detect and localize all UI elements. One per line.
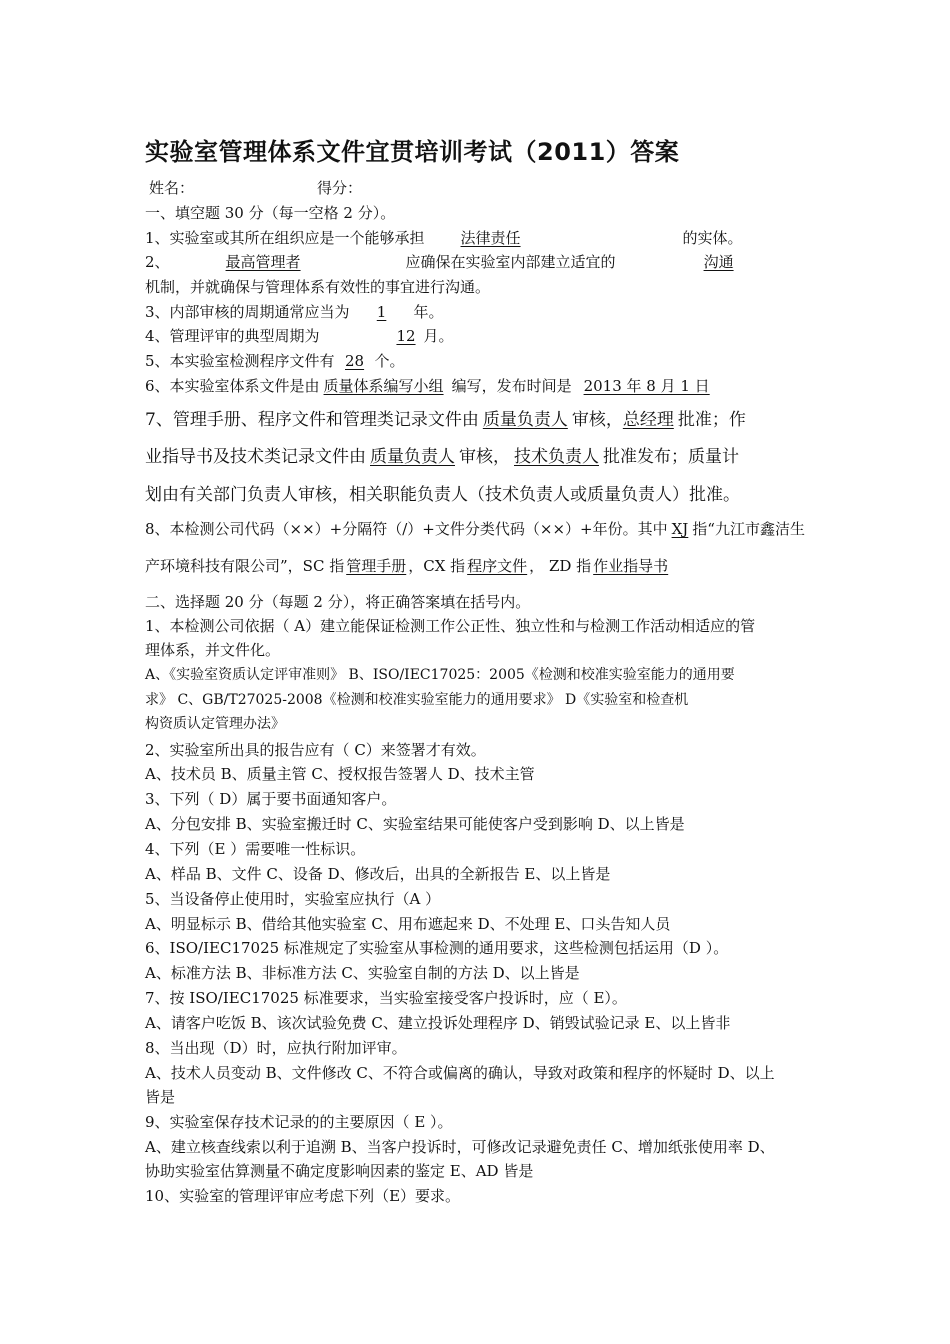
choice-line: 构资质认定管理办法》 (145, 716, 285, 732)
fill-q8-line-2: 产环境科技有限公司”，SC 指 管理手册 ，CX 指 程序文件 ， ZD 指 作业指导书 (145, 557, 669, 575)
fill-q7-line-3: 划由有关部门负责人审核，相关职能负责人（技术负责人或质量负责人）批准。 (145, 485, 740, 505)
choice-line: A、技术员 B、质量主管 C、授权报告签署人 D、技术主管 (145, 765, 535, 783)
choice-line: 8、当出现（D）时，应执行附加评审。 (145, 1039, 407, 1057)
fill-q2-answer-1: 最高管理者 (225, 253, 301, 271)
fill-q7-line-1: 7、管理手册、程序文件和管理类记录文件由 质量负责人 审核，总经理 批准；作 (145, 410, 746, 430)
fill-q7-answer-2: 总经理 (622, 410, 674, 430)
choice-line: A、样品 B、文件 C、设备 D、修改后，出具的全新报告 E、以上皆是 (145, 865, 611, 883)
choice-line: 10、实验室的管理评审应考虑下列（E）要求。 (145, 1187, 461, 1205)
choice-line: 7、按 ISO/IEC17025 标准要求，当实验室接受客户投诉时，应（ E）。 (145, 989, 627, 1007)
fill-q1: 1、实验室或其所在组织应是一个能够承担 法律责任 的实体。 (145, 229, 743, 247)
choice-line: 1、本检测公司依据（ A）建立能保证检测工作公正性、独立性和与检测工作活动相适应的管 (145, 617, 756, 635)
choice-line: 求》 C、GB/T27025-2008《检测和校准实验室能力的通用要求》 D《实验室和检查机 (145, 692, 689, 708)
choice-line: A、建立核查线索以利于追溯 B、当客户投诉时，可修改记录避免责任 C、增加纸张使用率 D、 (145, 1138, 775, 1156)
fill-q4: 4、管理评审的典型周期为 12 月。 (145, 327, 454, 345)
choice-line: A、技术人员变动 B、文件修改 C、不符合或偏离的确认，导致对政策和程序的怀疑时 D、以上 (145, 1064, 775, 1082)
fill-q5: 5、本实验室检测程序文件有 28 个。 (145, 352, 405, 370)
fill-q8-line-1: 8、本检测公司代码（××）+分隔符（/）+文件分类代码（××）+年份。其中 XJ 指“九江市鑫洁生 (145, 520, 805, 538)
choice-line: 3、下列（ D）属于要书面通知客户。 (145, 790, 397, 808)
choice-heading: 二、选择题 20 分（每题 2 分），将正确答案填在括号内。 (145, 593, 531, 611)
fill-q1-answer: 法律责任 (460, 229, 521, 247)
fill-q8-answer-2: 管理手册 (346, 557, 407, 575)
fill-q8-answer-4: 作业指导书 (593, 557, 669, 575)
fill-q8-answer-1: XJ (671, 520, 689, 538)
fill-q4-answer: 12 (396, 327, 416, 345)
document-title: 实验室管理体系文件宜贯培训考试（2011）答案 (145, 138, 680, 166)
header-row (145, 178, 362, 198)
fill-q2-answer-2: 沟通 (703, 253, 734, 271)
choice-line: A、请客户吃饭 B、该次试验免费 C、建立投诉处理程序 D、销毁试验记录 E、以上皆非 (145, 1014, 731, 1032)
fill-q7-answer-1: 质量负责人 (482, 410, 568, 430)
fill-q2: 2、 最高管理者 应确保在实验室内部建立适宜的 沟通 (145, 253, 734, 271)
fill-q5-answer: 28 (345, 352, 365, 370)
fill-q7-line-2: 业指导书及技术类记录文件由 质量负责人 审核， 技术负责人 批准发布；质量计 (145, 447, 739, 467)
fill-q6-answer-2: 2013 年 8 月 1 日 (583, 377, 710, 395)
fill-q7-answer-4: 技术负责人 (514, 447, 599, 467)
score-label: 得分： (317, 179, 363, 197)
fill-q3-answer: 1 (376, 303, 387, 321)
fill-q2-cont: 机制，并就确保与管理体系有效性的事宜进行沟通。 (145, 278, 491, 296)
choice-line: A、《实验室资质认定评审准则》 B、ISO/IEC17025：2005《检测和校准实验室能力的通用要 (145, 667, 735, 683)
choice-line: 9、实验室保存技术记录的的主要原因（ E ）。 (145, 1113, 453, 1131)
fill-q6-answer-1: 质量体系编写小组 (323, 377, 444, 395)
choice-line: A、明显标示 B、借给其他实验室 C、用布遮起来 D、不处理 E、口头告知人员 (145, 915, 671, 933)
fill-q8-answer-3: 程序文件 (467, 557, 528, 575)
choice-line: 4、下列（E ）需要唯一性标识。 (145, 840, 366, 858)
choice-line: 协助实验室估算测量不确定度影响因素的鉴定 E、AD 皆是 (145, 1162, 534, 1180)
choice-line: 5、当设备停止使用时，实验室应执行（A ） (145, 890, 441, 908)
choice-line: 2、实验室所出具的报告应有（ C）来签署才有效。 (145, 741, 486, 759)
fill-heading: 一、填空题 30 分（每一空格 2 分）。 (145, 204, 396, 222)
choice-line: A、标准方法 B、非标准方法 C、实验室自制的方法 D、以上皆是 (145, 964, 580, 982)
choice-line: 皆是 (145, 1088, 176, 1106)
fill-q6: 6、本实验室体系文件是由 质量体系编写小组 编写，发布时间是 2013 年 8 月 1 日 (145, 377, 710, 395)
choice-line: 理体系，并文件化。 (145, 641, 281, 659)
choice-line: 6、ISO/IEC17025 标准规定了实验室从事检测的通用要求，这些检测包括运用（D ）。 (145, 939, 729, 957)
name-label: 姓名： (149, 179, 195, 197)
choice-line: A、分包安排 B、实验室搬迁时 C、实验室结果可能使客户受到影响 D、以上皆是 (145, 815, 685, 833)
fill-q3: 3、内部审核的周期通常应当为 1 年。 (145, 303, 444, 321)
fill-q7-answer-3: 质量负责人 (370, 447, 455, 467)
